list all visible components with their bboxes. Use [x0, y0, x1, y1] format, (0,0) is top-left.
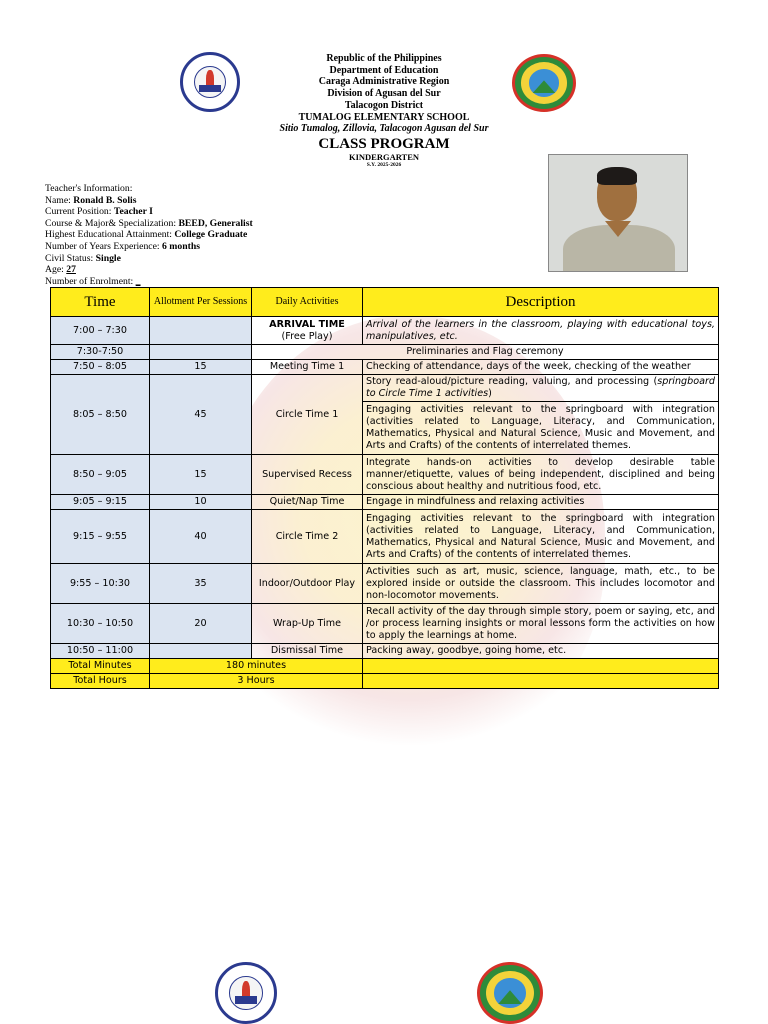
- page-title: CLASS PROGRAM: [318, 135, 450, 152]
- teacher-name-label: Name:: [45, 194, 71, 206]
- row-daily: Wrap-Up Time: [252, 604, 363, 644]
- header-department: Department of Education: [329, 64, 439, 76]
- row-daily: Circle Time 1: [252, 375, 363, 455]
- header-allotment: Allotment Per Sessions: [150, 288, 252, 317]
- row-time: 9:05 – 9:15: [51, 495, 150, 510]
- total-minutes-blank: [363, 659, 719, 674]
- teacher-position: Teacher I: [113, 206, 153, 218]
- row-allotment: 15: [150, 455, 252, 495]
- teacher-info-heading: Teacher's Information:: [45, 183, 133, 194]
- teacher-name: Ronald B. Solis: [73, 194, 137, 206]
- teacher-attainment-label: Highest Educational Attainment:: [45, 229, 172, 241]
- teacher-attainment: College Graduate: [174, 229, 248, 241]
- table-row: [51, 510, 719, 564]
- row-description: [363, 375, 719, 402]
- teacher-info: [45, 183, 253, 287]
- teacher-course-label: Course & Major& Specialization:: [45, 217, 177, 229]
- school-seal-bottom: [477, 962, 543, 1024]
- teacher-age: 27: [66, 264, 76, 276]
- teacher-experience-label: Number of Years Experience:: [45, 240, 160, 252]
- teacher-enrolment-label: Number of Enrolment:: [45, 275, 134, 287]
- table-header-row: [51, 288, 719, 317]
- row-daily: Supervised Recess: [252, 455, 363, 495]
- row-allotment: 45: [150, 375, 252, 455]
- table-row: [51, 317, 719, 345]
- row-time: 8:05 – 8:50: [51, 375, 150, 455]
- table-row: [51, 455, 719, 495]
- row-time: 8:50 – 9:05: [51, 455, 150, 495]
- row-time: 9:55 – 10:30: [51, 564, 150, 604]
- header-district: Talacogon District: [344, 99, 424, 111]
- row-description: Engaging activities relevant to the springboard with integration (activities related to Language, Literacy, and Communication, Mathematics, Physical and Natural Science, Music and Movement, and Arts and Crafts) of the contents of interrelated themes.: [363, 402, 719, 455]
- teacher-age-row: [45, 264, 253, 276]
- table-row: [51, 345, 719, 360]
- row-allotment: 10: [150, 495, 252, 510]
- header-daily-activities: Daily Activities: [252, 288, 363, 317]
- row-allotment: [150, 644, 252, 659]
- row-description: Engaging activities relevant to the springboard with integration (activities related to Language, Literacy, and Communication, Mathematics, Physical and Natural Science, Music and Movement, and Arts and Crafts) of the contents of interrelated themes.: [363, 510, 719, 564]
- total-minutes-value: 180 minutes: [150, 659, 363, 674]
- row-daily: Indoor/Outdoor Play: [252, 564, 363, 604]
- row-description: Packing away, goodbye, going home, etc.: [363, 644, 719, 659]
- row-merged-description: Preliminaries and Flag ceremony: [252, 345, 719, 360]
- row-time: 10:50 – 11:00: [51, 644, 150, 659]
- table-row: [51, 644, 719, 659]
- teacher-enrolment: _: [135, 275, 141, 287]
- row-allotment: 20: [150, 604, 252, 644]
- row-description: Activities such as art, music, science, language, math, etc., to be explored inside or outside the classroom. This includes locomotor and non-locomotor movements.: [363, 564, 719, 604]
- row-daily: [252, 317, 363, 345]
- teacher-civil-row: [45, 253, 253, 265]
- row-time: 7:50 – 8:05: [51, 360, 150, 375]
- teacher-experience: 6 months: [162, 240, 200, 252]
- total-hours-label: Total Hours: [51, 674, 150, 689]
- teacher-civil-status: Single: [95, 252, 121, 264]
- row-allotment: 40: [150, 510, 252, 564]
- row-daily-sub: (Free Play): [281, 330, 333, 342]
- row-daily: Circle Time 2: [252, 510, 363, 564]
- teacher-course-row: [45, 218, 253, 230]
- total-hours-row: [51, 674, 719, 689]
- teacher-enrolment-row: [45, 276, 253, 288]
- row-description-part3: ): [488, 388, 492, 399]
- header-description: Description: [363, 288, 719, 317]
- table-row: [51, 495, 719, 510]
- table-row: [51, 604, 719, 644]
- teacher-attainment-row: [45, 229, 253, 241]
- teacher-photo: [548, 154, 688, 272]
- row-daily: Quiet/Nap Time: [252, 495, 363, 510]
- row-description-part1: Story read-aloud/picture reading, valuing, and processing (: [366, 376, 658, 387]
- header-region: Caraga Administrative Region: [318, 76, 450, 88]
- teacher-civil-label: Civil Status:: [45, 252, 94, 264]
- table-row: [51, 375, 719, 402]
- row-daily: Dismissal Time: [252, 644, 363, 659]
- row-description: Arrival of the learners in the classroom, playing with educational toys, manipulatives, etc.: [363, 317, 719, 345]
- row-allotment: 35: [150, 564, 252, 604]
- row-daily-bold: ARRIVAL TIME: [269, 318, 345, 330]
- total-minutes-label: Total Minutes: [51, 659, 150, 674]
- teacher-course: BEED, Generalist: [178, 217, 253, 229]
- total-hours-value: 3 Hours: [150, 674, 363, 689]
- header-country: Republic of the Philippines: [326, 53, 442, 64]
- document-header: [0, 53, 768, 168]
- header-school: TUMALOG ELEMENTARY SCHOOL: [298, 111, 470, 123]
- total-hours-blank: [363, 674, 719, 689]
- row-time: 10:30 – 10:50: [51, 604, 150, 644]
- row-time: 7:30-7:50: [51, 345, 150, 360]
- school-year: S.Y. 2025-2026: [366, 161, 402, 168]
- row-description: Recall activity of the day through simple story, poem or saying, etc, and /or process learning insights or moral lessons form the activities on how to apply the learnings at home.: [363, 604, 719, 644]
- teacher-age-label: Age:: [45, 264, 64, 276]
- table-row: [51, 564, 719, 604]
- row-description: Integrate hands-on activities to develop desirable table manner/etiquette, values of being independent, disciplined and being conscious about healthy and nutritious food, etc.: [363, 455, 719, 495]
- class-program-table: [50, 287, 719, 689]
- row-description-italic: springboard to Circle Time 1 activities: [366, 376, 715, 399]
- teacher-experience-row: [45, 241, 253, 253]
- header-address: Sitio Tumalog, Zillovia, Talacogon Agusan del Sur: [279, 123, 489, 135]
- teacher-position-row: [45, 206, 253, 218]
- grade-level: KINDERGARTEN: [348, 151, 420, 162]
- row-allotment: [150, 345, 252, 360]
- row-allotment: [150, 317, 252, 345]
- header-division: Division of Agusan del Sur: [327, 88, 441, 100]
- total-minutes-row: [51, 659, 719, 674]
- row-allotment: 15: [150, 360, 252, 375]
- teacher-name-row: [45, 195, 253, 207]
- row-description: Checking of attendance, days of the week, checking of the weather: [363, 360, 719, 375]
- table-row: [51, 360, 719, 375]
- row-description: Engage in mindfulness and relaxing activities: [363, 495, 719, 510]
- teacher-position-label: Current Position:: [45, 206, 112, 218]
- header-time: Time: [51, 288, 150, 317]
- row-time: 7:00 – 7:30: [51, 317, 150, 345]
- deped-seal-bottom: [215, 962, 277, 1024]
- row-time: 9:15 – 9:55: [51, 510, 150, 564]
- row-daily: Meeting Time 1: [252, 360, 363, 375]
